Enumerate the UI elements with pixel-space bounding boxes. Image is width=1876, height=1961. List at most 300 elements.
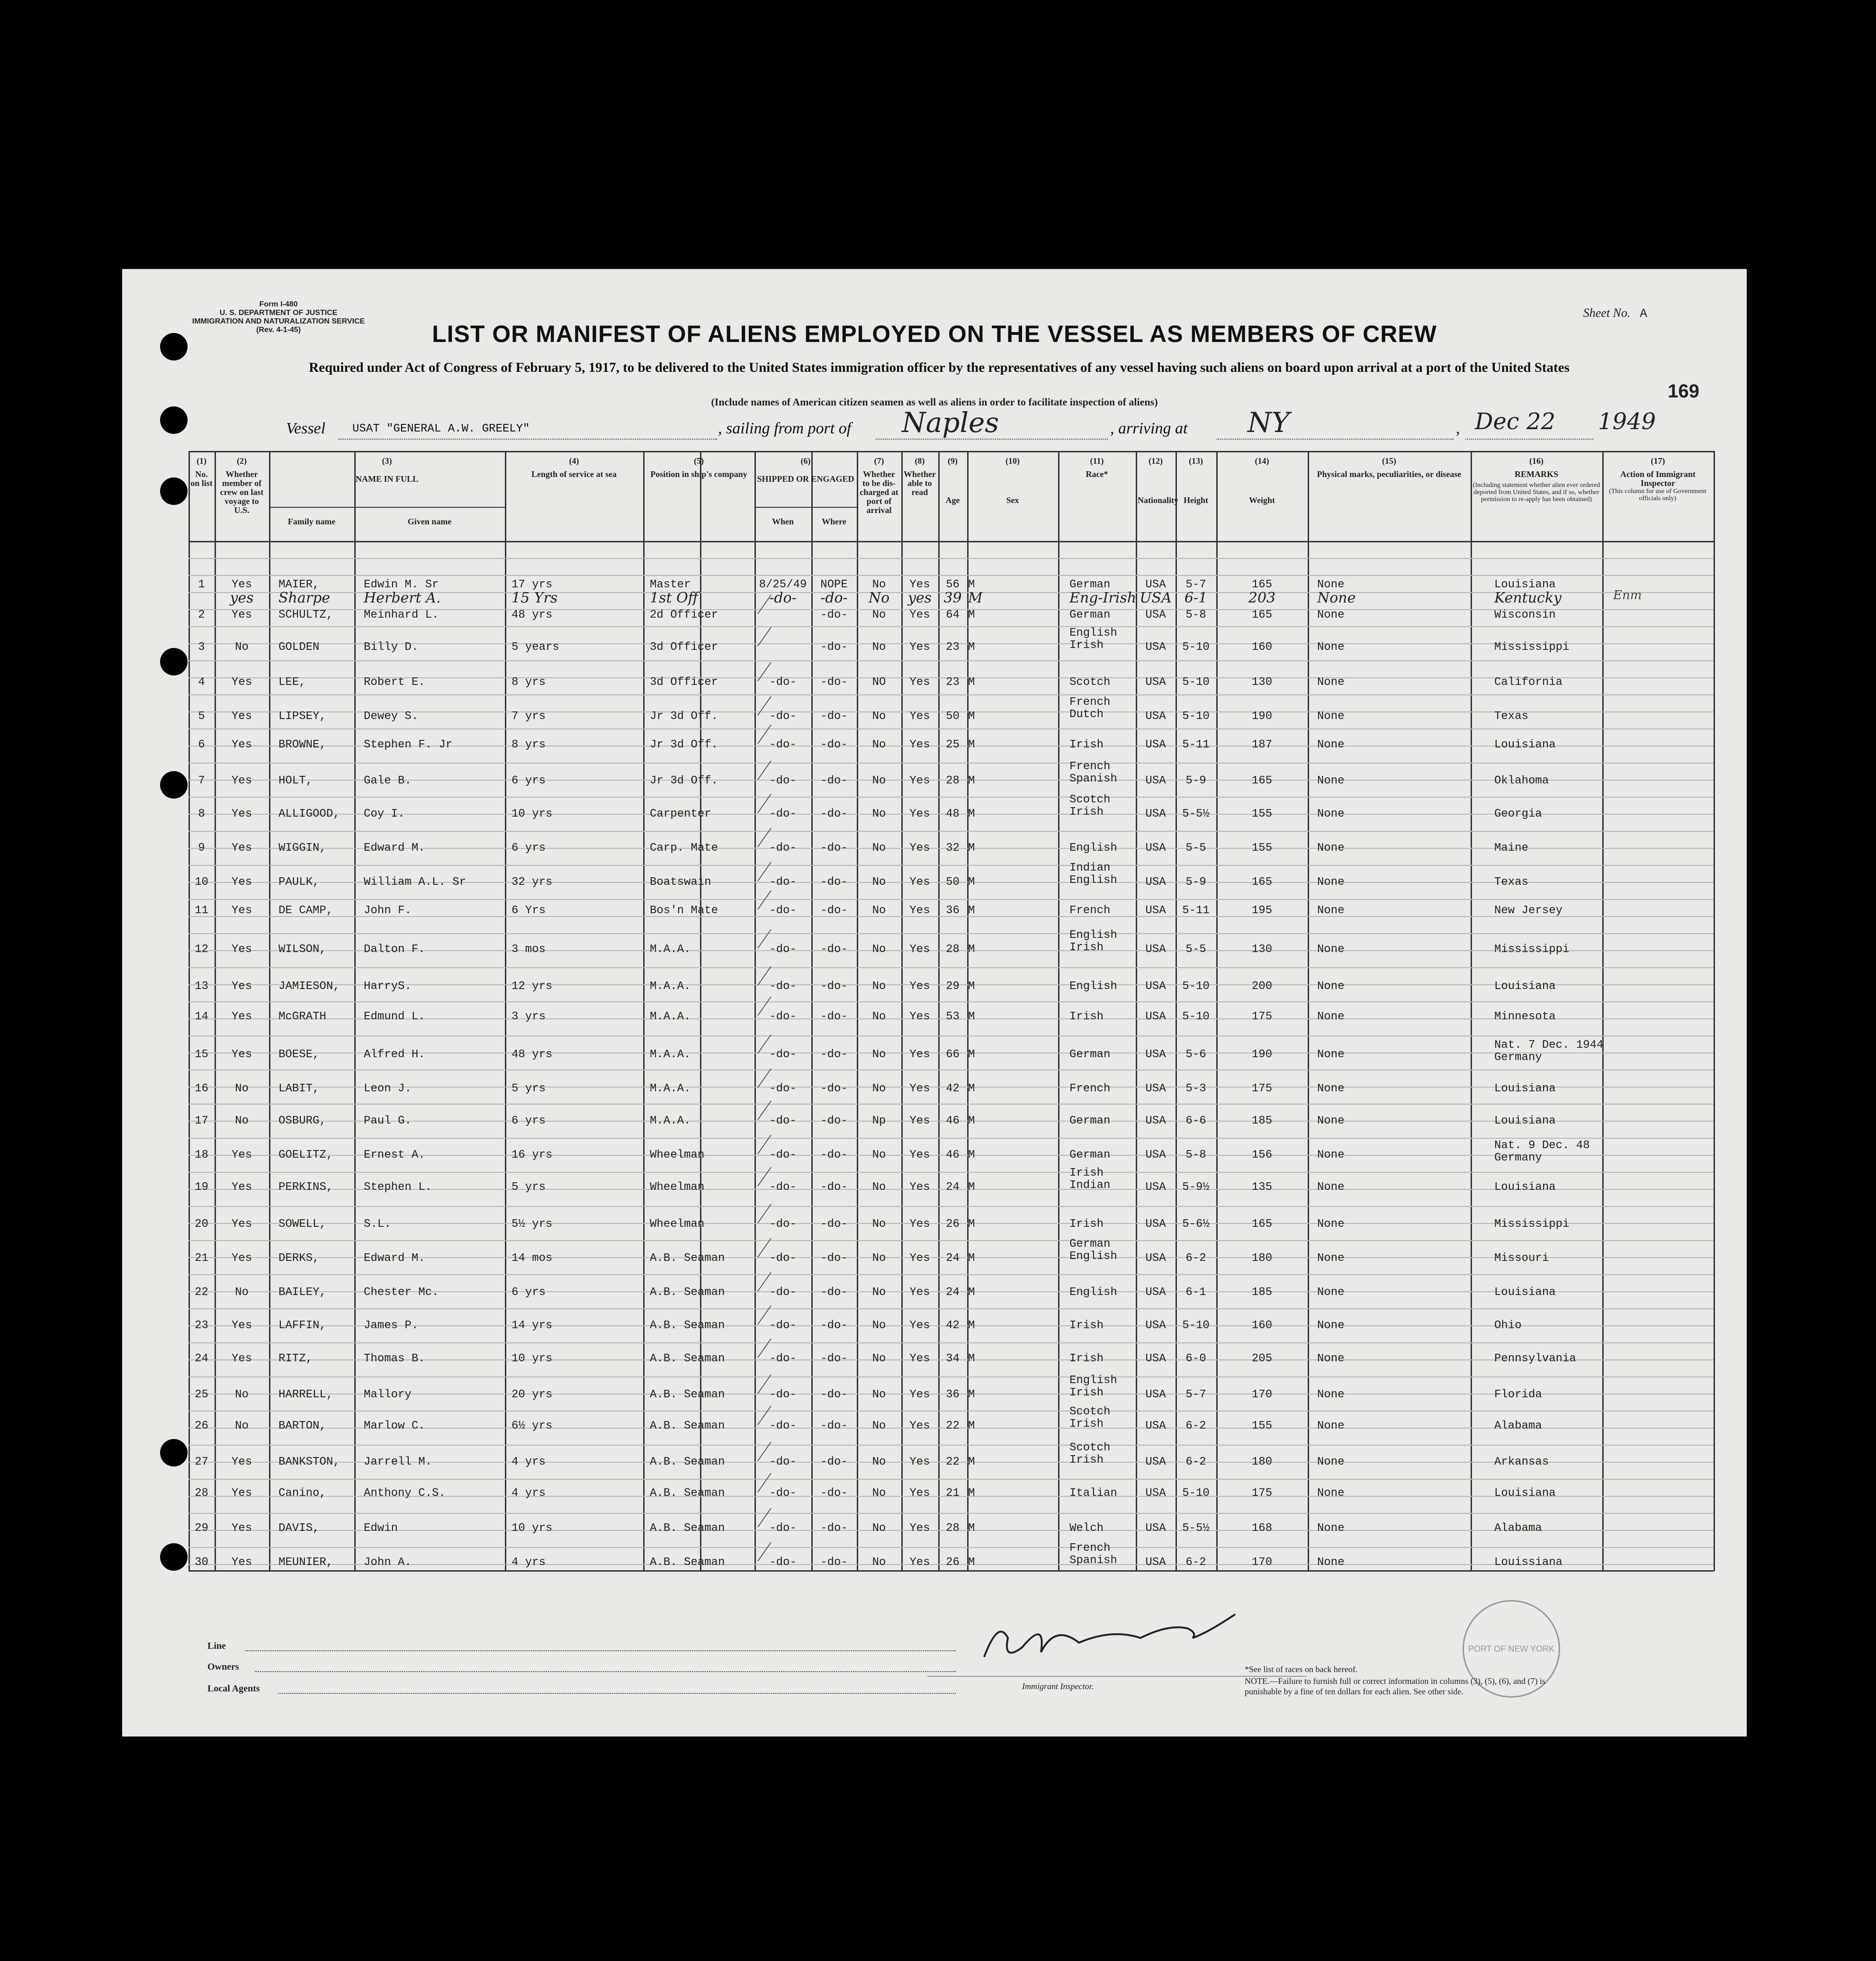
cell-race: German xyxy=(1069,1149,1111,1161)
cell-position: Wheelman xyxy=(650,1181,705,1194)
cell-nat: USA xyxy=(1145,1218,1166,1231)
cell-family: LAFFIN, xyxy=(278,1319,326,1332)
column-number: (9) xyxy=(948,456,958,466)
cell-position: M.A.A. xyxy=(650,1010,691,1023)
cell-when: -do- xyxy=(769,1082,797,1095)
column-number: (17) xyxy=(1651,456,1665,466)
cell-sex: M xyxy=(968,808,975,820)
cell-age: 23 xyxy=(946,676,960,689)
cell-race: Welch xyxy=(1069,1522,1104,1535)
cell-disch: No xyxy=(872,1487,886,1500)
cell-last: Yes xyxy=(231,1556,252,1569)
cell-given: Meinhard L. xyxy=(364,609,439,621)
cell-nat: USA xyxy=(1145,1286,1166,1299)
cell-race-2: Dutch xyxy=(1069,708,1104,721)
cell-no: 10 xyxy=(195,876,208,889)
cell-marks: None xyxy=(1317,876,1345,889)
column-number: (10) xyxy=(1005,456,1020,466)
cell-service: 3 yrs xyxy=(512,1010,546,1023)
cell-when: -do- xyxy=(769,1048,797,1061)
cell-when: -do- xyxy=(769,1252,797,1265)
form-number: Form I-480 xyxy=(259,300,298,308)
cell-sex: M xyxy=(968,590,983,606)
cell-last: Yes xyxy=(231,1456,252,1468)
cell-marks: None xyxy=(1317,774,1345,787)
cell-age: 24 xyxy=(946,1252,960,1265)
cell-last: Yes xyxy=(231,1252,252,1265)
cell-race-2: Irish xyxy=(1069,1418,1104,1430)
cell-marks: None xyxy=(1317,1556,1345,1569)
cell-family: PERKINS, xyxy=(278,1181,333,1194)
cell-nat: USA xyxy=(1145,641,1166,654)
cell-race-2: Spanish xyxy=(1069,1554,1117,1567)
column-header: Action of Immigrant Inspector xyxy=(1620,469,1696,488)
cell-remarks: Louisiana xyxy=(1494,1286,1556,1299)
cell-disch: No xyxy=(872,1522,886,1535)
cell-race: German xyxy=(1069,609,1111,621)
cell-when: -do- xyxy=(769,1115,797,1127)
sailing-label: , sailing from port of xyxy=(718,420,852,437)
cell-remarks: Louissiana xyxy=(1494,1556,1563,1569)
cell-read: Yes xyxy=(909,1487,930,1500)
cell-disch: No xyxy=(872,1352,886,1365)
cell-service: 4 yrs xyxy=(512,1487,546,1500)
cell-remarks: Ohio xyxy=(1494,1319,1522,1332)
cell-nat: USA xyxy=(1145,1456,1166,1468)
cell-position: Wheelman xyxy=(650,1149,705,1161)
cell-remarks: Texas xyxy=(1494,710,1529,723)
cell-family: LEE, xyxy=(278,676,306,689)
cell-marks: None xyxy=(1317,710,1345,723)
cell-when: -do- xyxy=(769,876,797,889)
cell-height: 5-8 xyxy=(1185,609,1206,621)
column-number: (2) xyxy=(237,456,247,466)
cell-race-2: English xyxy=(1069,874,1117,887)
cell-height: 6-2 xyxy=(1185,1420,1206,1432)
cell-family: LIPSEY, xyxy=(278,710,326,723)
cell-sex: M xyxy=(968,1010,975,1023)
cell-family: BROWNE, xyxy=(278,738,326,751)
cell-when: -do- xyxy=(769,1352,797,1365)
cell-family: SCHULTZ, xyxy=(278,609,333,621)
cell-weight: 190 xyxy=(1251,1048,1273,1061)
cell-remarks: Oklahoma xyxy=(1494,774,1549,787)
cell-given: Robert E. xyxy=(364,676,425,689)
cell-height: 5-8 xyxy=(1185,1149,1206,1161)
cell-remarks: Louisiana xyxy=(1494,578,1556,591)
cell-disch: No xyxy=(872,774,886,787)
cell-sex: M xyxy=(968,1181,975,1194)
cell-read: Yes xyxy=(909,1319,930,1332)
cell-where: -do- xyxy=(820,738,848,751)
cell-remarks: Missouri xyxy=(1494,1252,1549,1265)
cell-race: Irish xyxy=(1069,738,1104,751)
cell-service: 3 mos xyxy=(512,943,546,956)
cell-position: M.A.A. xyxy=(650,1048,691,1061)
cell-service: 5½ yrs xyxy=(512,1218,553,1231)
cell-marks: None xyxy=(1317,1115,1345,1127)
cell-family: BANKSTON, xyxy=(278,1456,340,1468)
cell-remarks: Wisconsin xyxy=(1494,609,1556,621)
cell-family: BAILEY, xyxy=(278,1286,326,1299)
cell-height: 5-5½ xyxy=(1182,1522,1210,1535)
cell-disch: No xyxy=(868,590,890,606)
cell-read: Yes xyxy=(909,1181,930,1194)
cell-race-2: Irish xyxy=(1069,639,1104,652)
cell-family: JAMIESON, xyxy=(278,980,340,993)
cell-service: 32 yrs xyxy=(512,876,553,889)
cell-weight: 190 xyxy=(1251,710,1273,723)
cell-disch: No xyxy=(872,1388,886,1401)
cell-sex: M xyxy=(968,1352,975,1365)
column-number: (4) xyxy=(569,456,579,466)
cell-last: Yes xyxy=(231,808,252,820)
cell-family: DERKS, xyxy=(278,1252,320,1265)
cell-when: -do- xyxy=(769,1487,797,1500)
page-number: 169 xyxy=(1668,381,1699,402)
cell-family: BOESE, xyxy=(278,1048,320,1061)
cell-race: German xyxy=(1069,578,1111,591)
owners-label: Owners xyxy=(207,1662,239,1672)
cell-remarks: Pennsylvania xyxy=(1494,1352,1576,1365)
cell-no: 8 xyxy=(198,808,205,820)
cell-age: 50 xyxy=(946,710,960,723)
cell-when: -do- xyxy=(769,676,797,689)
cell-disch: No xyxy=(872,1181,886,1194)
cell-service: 16 yrs xyxy=(512,1149,553,1161)
cell-read: Yes xyxy=(909,1286,930,1299)
cell-read: Yes xyxy=(909,1149,930,1161)
cell-sex: M xyxy=(968,1522,975,1535)
cell-last: Yes xyxy=(231,676,252,689)
cell-last: No xyxy=(235,1286,249,1299)
cell-given: Stephen L. xyxy=(364,1181,432,1194)
cell-when: -do- xyxy=(769,590,797,606)
cell-height: 5-5 xyxy=(1185,943,1206,956)
cell-family: GOLDEN xyxy=(278,641,320,654)
cell-no: 20 xyxy=(195,1218,208,1231)
cell-remarks-2: Germany xyxy=(1494,1151,1542,1164)
cell-given: Coy I. xyxy=(364,808,405,820)
cell-age: 22 xyxy=(946,1456,960,1468)
cell-read: Yes xyxy=(909,1420,930,1432)
cell-last: No xyxy=(235,641,249,654)
cell-marks: None xyxy=(1317,1010,1345,1023)
cell-sex: M xyxy=(968,1115,975,1127)
column-header: SHIPPED OR ENGAGED xyxy=(757,474,854,484)
cell-given: Alfred H. xyxy=(364,1048,425,1061)
cell-height: 5-6½ xyxy=(1182,1218,1210,1231)
cell-weight: 165 xyxy=(1251,1218,1273,1231)
cell-position: A.B. Seaman xyxy=(650,1556,725,1569)
include-note: (Include names of American citizen seamen as well as aliens in order to facilitate inspection of aliens) xyxy=(711,396,1158,408)
cell-where: -do- xyxy=(820,980,848,993)
cell-sex: M xyxy=(968,1556,975,1569)
cell-when: -do- xyxy=(769,842,797,855)
cell-read: Yes xyxy=(909,943,930,956)
cell-service: 14 yrs xyxy=(512,1319,553,1332)
cell-read: Yes xyxy=(909,641,930,654)
cell-read: Yes xyxy=(909,578,930,591)
cell-where: -do- xyxy=(820,1286,848,1299)
cell-race: English xyxy=(1069,1286,1117,1299)
cell-marks: None xyxy=(1317,590,1356,606)
cell-when: -do- xyxy=(769,738,797,751)
column-number: (8) xyxy=(915,456,925,466)
cell-last: Yes xyxy=(231,710,252,723)
cell-sex: M xyxy=(968,774,975,787)
cell-height: 5-11 xyxy=(1182,904,1210,917)
cell-height: 5-10 xyxy=(1182,710,1210,723)
document-subtitle: Required under Act of Congress of February 5, 1917, to be delivered to the United States immigration officer by the representatives of any vessel having such aliens on board upon arrival at a port of the United States xyxy=(309,360,1570,375)
cell-marks: None xyxy=(1317,980,1345,993)
cell-service: 17 yrs xyxy=(512,578,553,591)
cell-read: Yes xyxy=(909,1522,930,1535)
cell-weight: 185 xyxy=(1251,1286,1273,1299)
cell-read: Yes xyxy=(909,1388,930,1401)
cell-disch: No xyxy=(872,943,886,956)
cell-sex: M xyxy=(968,1456,975,1468)
cell-weight: 165 xyxy=(1251,876,1273,889)
cell-given: Marlow C. xyxy=(364,1420,425,1432)
cell-race-2: Irish xyxy=(1069,1386,1104,1399)
cell-read: Yes xyxy=(909,1048,930,1061)
cell-nat: USA xyxy=(1145,904,1166,917)
cell-race: German xyxy=(1069,1238,1111,1250)
cell-age: 25 xyxy=(946,738,960,751)
column-header: Length of service at sea xyxy=(531,469,617,479)
arrival-date: Dec 22 xyxy=(1475,408,1556,435)
port-to: NY xyxy=(1248,406,1290,439)
cell-age: 36 xyxy=(946,1388,960,1401)
cell-remarks: Louisiana xyxy=(1494,1487,1556,1500)
cell-disch: No xyxy=(872,842,886,855)
cell-weight: 165 xyxy=(1251,578,1273,591)
cell-when: -do- xyxy=(769,980,797,993)
cell-height: 5-9 xyxy=(1185,876,1206,889)
cell-position: M.A.A. xyxy=(650,980,691,993)
cell-nat: USA xyxy=(1145,1388,1166,1401)
cell-when: -do- xyxy=(769,1149,797,1161)
column-header: Whether able to read xyxy=(904,469,936,497)
cell-where: -do- xyxy=(820,1115,848,1127)
cell-nat: USA xyxy=(1145,1487,1166,1500)
cell-where: -do- xyxy=(820,1522,848,1535)
cell-when: -do- xyxy=(769,1286,797,1299)
action-subheader: (This column for use of Government officials only) xyxy=(1609,488,1706,502)
cell-no: 6 xyxy=(198,738,205,751)
cell-age: 64 xyxy=(946,609,960,621)
cell-when: -do- xyxy=(769,1556,797,1569)
cell-race: English xyxy=(1069,627,1117,639)
punch-hole xyxy=(160,771,188,799)
cell-weight: 175 xyxy=(1251,1487,1273,1500)
cell-marks: None xyxy=(1317,1388,1345,1401)
column-header: Position in ship's company xyxy=(650,469,747,479)
cell-race: French xyxy=(1069,696,1111,709)
cell-service: 48 yrs xyxy=(512,1048,553,1061)
cell-weight: 195 xyxy=(1251,904,1273,917)
cell-sex: M xyxy=(968,1218,975,1231)
cell-position: A.B. Seaman xyxy=(650,1388,725,1401)
cell-family: DE CAMP, xyxy=(278,904,333,917)
penalty-note: NOTE.—Failure to furnish full or correct information in columns (3), (5), (6), and (7) is punishable by a fine of ten dollars for each alien. See other side. xyxy=(1245,1676,1545,1696)
cell-sex: M xyxy=(968,1149,975,1161)
cell-age: 32 xyxy=(946,842,960,855)
cell-family: PAULK, xyxy=(278,876,320,889)
cell-sex: M xyxy=(968,1048,975,1061)
column-number: (6) xyxy=(800,456,811,466)
cell-remarks: Nat. 7 Dec. 1944 xyxy=(1494,1039,1604,1052)
cell-position: Master xyxy=(650,578,691,591)
cell-age: 22 xyxy=(946,1420,960,1432)
cell-marks: None xyxy=(1317,609,1345,621)
cell-nat: USA xyxy=(1145,774,1166,787)
cell-sex: M xyxy=(968,1319,975,1332)
cell-disch: No xyxy=(872,710,886,723)
column-header: NAME IN FULL xyxy=(355,474,418,484)
cell-position: A.B. Seaman xyxy=(650,1487,725,1500)
cell-read: Yes xyxy=(909,710,930,723)
column-number: (15) xyxy=(1382,456,1396,466)
cell-given: Anthony C.S. xyxy=(364,1487,446,1500)
cell-last: Yes xyxy=(231,1319,252,1332)
cell-remarks: Mississippi xyxy=(1494,943,1570,956)
cell-given: S.L. xyxy=(364,1218,391,1231)
cell-family: OSBURG, xyxy=(278,1115,326,1127)
cell-position: Boatswain xyxy=(650,876,711,889)
arriving-label: , arriving at xyxy=(1110,420,1188,437)
cell-marks: None xyxy=(1317,1252,1345,1265)
document-title: LIST OR MANIFEST OF ALIENS EMPLOYED ON THE VESSEL AS MEMBERS OF CREW xyxy=(432,321,1437,347)
when-header: When xyxy=(772,517,794,526)
cell-given: Herbert A. xyxy=(364,590,441,606)
punch-hole xyxy=(160,1439,188,1466)
cell-height: 5-7 xyxy=(1185,578,1206,591)
cell-weight: 200 xyxy=(1251,980,1273,993)
cell-given: Paul G. xyxy=(364,1115,412,1127)
cell-disch: No xyxy=(872,904,886,917)
column-header: Height xyxy=(1184,495,1208,505)
cell-race: Irish xyxy=(1069,1352,1104,1365)
cell-given: John A. xyxy=(364,1556,412,1569)
vessel-line: Vessel USAT "GENERAL A.W. GREELY" , sailing from port of Naples , arriving at NY , Dec 22 1949 xyxy=(286,406,1656,439)
cell-position: Carp. Mate xyxy=(650,842,718,855)
cell-family: HARRELL, xyxy=(278,1388,333,1401)
cell-last: Yes xyxy=(231,1487,252,1500)
cell-given: Edward M. xyxy=(364,1252,425,1265)
cell-age: 46 xyxy=(946,1115,960,1127)
cell-last: No xyxy=(235,1115,249,1127)
cell-weight: 185 xyxy=(1251,1115,1273,1127)
cell-no: 28 xyxy=(195,1487,208,1500)
cell-service: 5 years xyxy=(512,641,559,654)
cell-age: 50 xyxy=(946,876,960,889)
cell-race: Scotch xyxy=(1069,1405,1111,1418)
cell-service: 10 yrs xyxy=(512,808,553,820)
cell-age: 66 xyxy=(946,1048,960,1061)
cell-service: 6 yrs xyxy=(512,1115,546,1127)
cell-weight: 135 xyxy=(1251,1181,1273,1194)
cell-last: Yes xyxy=(231,774,252,787)
races-note: *See list of races on back hereof. xyxy=(1245,1664,1358,1674)
cell-no: 19 xyxy=(195,1181,208,1194)
cell-position: Jr 3d Off. xyxy=(650,774,718,787)
cell-position: A.B. Seaman xyxy=(650,1522,725,1535)
cell-weight: 160 xyxy=(1251,641,1273,654)
cell-given: John F. xyxy=(364,904,412,917)
cell-race: French xyxy=(1069,760,1111,773)
column-number: (13) xyxy=(1189,456,1203,466)
cell-given: Stephen F. Jr xyxy=(364,738,453,751)
cell-race: English xyxy=(1069,980,1117,993)
cell-where: -do- xyxy=(820,710,848,723)
cell-nat: USA xyxy=(1145,1181,1166,1194)
punch-hole xyxy=(160,648,188,675)
cell-no: 14 xyxy=(195,1010,208,1023)
cell-nat: USA xyxy=(1145,609,1166,621)
cell-position: A.B. Seaman xyxy=(650,1352,725,1365)
cell-age: 24 xyxy=(946,1286,960,1299)
cell-marks: None xyxy=(1317,842,1345,855)
cell-sex: M xyxy=(968,876,975,889)
form-revision: (Rev. 4-1-45) xyxy=(256,326,301,334)
cell-height: 5-9½ xyxy=(1182,1181,1210,1194)
cell-last: Yes xyxy=(231,738,252,751)
cell-no: 26 xyxy=(195,1420,208,1432)
cell-where: -do- xyxy=(820,1456,848,1468)
cell-race: Irish xyxy=(1069,1010,1104,1023)
cell-no: 7 xyxy=(198,774,205,787)
cell-service: 6 Yrs xyxy=(512,904,546,917)
cell-height: 5-9 xyxy=(1185,774,1206,787)
port-from: Naples xyxy=(902,406,999,439)
cell-remarks: Louisiana xyxy=(1494,1115,1556,1127)
cell-family: GOELITZ, xyxy=(278,1149,333,1161)
cell-race: French xyxy=(1069,1082,1111,1095)
cell-service: 15 Yrs xyxy=(512,590,558,606)
cell-read: Yes xyxy=(909,808,930,820)
cell-no: 4 xyxy=(198,676,205,689)
column-header: Race* xyxy=(1086,469,1108,479)
cell-age: 28 xyxy=(946,1522,960,1535)
cell-when: -do- xyxy=(769,1522,797,1535)
cell-sex: M xyxy=(968,676,975,689)
cell-position: 3d Officer xyxy=(650,676,718,689)
cell-position: M.A.A. xyxy=(650,943,691,956)
cell-no: 2 xyxy=(198,609,205,621)
cell-family: SOWELL, xyxy=(278,1218,326,1231)
cell-sex: M xyxy=(968,842,975,855)
cell-no: 24 xyxy=(195,1352,208,1365)
cell-height: 6-2 xyxy=(1185,1456,1206,1468)
cell-last: Yes xyxy=(231,1352,252,1365)
cell-service: 4 yrs xyxy=(512,1456,546,1468)
cell-sex: M xyxy=(968,578,975,591)
inspector-label: Immigrant Inspector. xyxy=(1022,1682,1094,1691)
cell-where: -do- xyxy=(820,590,848,606)
cell-age: 29 xyxy=(946,980,960,993)
cell-marks: None xyxy=(1317,1487,1345,1500)
cell-service: 10 yrs xyxy=(512,1522,553,1535)
cell-age: 48 xyxy=(946,808,960,820)
cell-no: 11 xyxy=(195,904,208,917)
cell-height: 5-10 xyxy=(1182,980,1210,993)
cell-read: Yes xyxy=(909,1352,930,1365)
cell-given: William A.L. Sr xyxy=(364,876,467,889)
cell-height: 6-1 xyxy=(1185,1286,1206,1299)
cell-race: Irish xyxy=(1069,1218,1104,1231)
